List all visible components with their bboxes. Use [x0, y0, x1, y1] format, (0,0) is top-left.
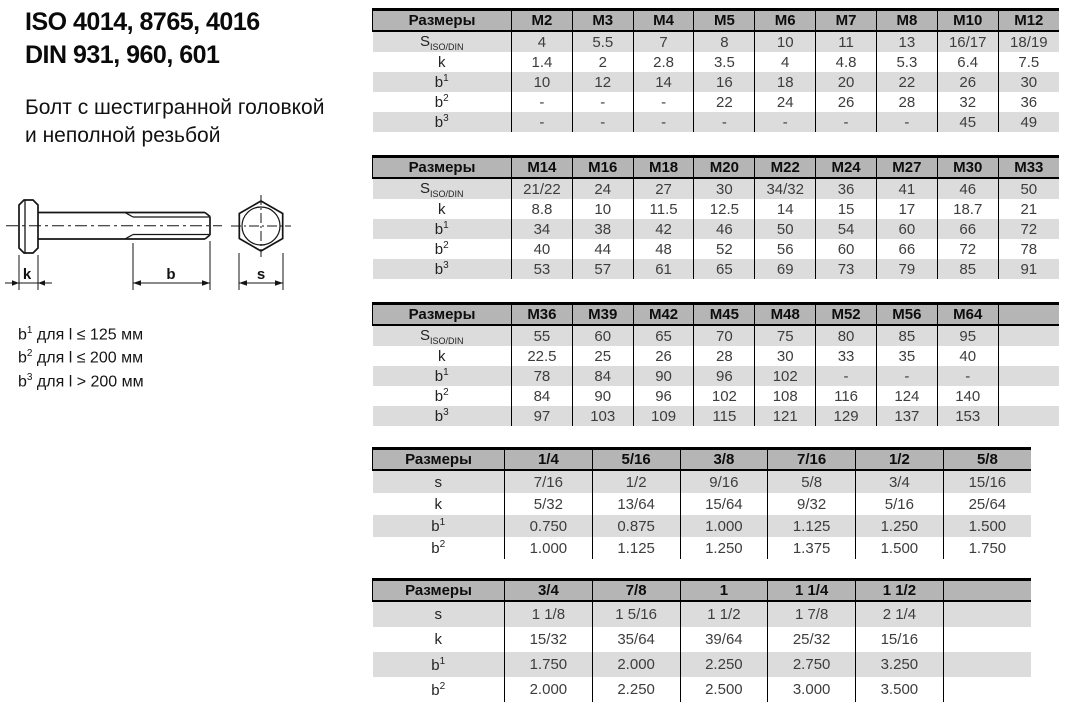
table-cell: 15/16 [943, 470, 1031, 493]
row-label: $b^1$ [373, 72, 512, 92]
table-cell: 24 [755, 92, 816, 112]
size-column-header: 1/2 [856, 449, 944, 471]
table-cell: 7.5 [998, 52, 1059, 72]
table-cell: 91 [998, 259, 1059, 279]
table-cell: 36 [816, 178, 877, 199]
table-cell: 14 [633, 72, 694, 92]
row-label: s [373, 470, 505, 493]
table-cell [943, 677, 1031, 702]
table-cell: 72 [937, 239, 998, 259]
dimensions-table-inch-large [372, 578, 1031, 702]
table-cell: 60 [816, 239, 877, 259]
table-cell: 73 [816, 259, 877, 279]
size-column-header: M56 [876, 304, 937, 326]
table-cell [943, 627, 1031, 652]
table-cell: 60 [572, 325, 633, 346]
table-cell: 12 [572, 72, 633, 92]
table-cell: 53 [512, 259, 573, 279]
table-cell: 44 [572, 239, 633, 259]
size-column-header: M42 [633, 304, 694, 326]
size-column-header: M64 [937, 304, 998, 326]
table-cell: 108 [755, 386, 816, 406]
table-cell: 137 [876, 406, 937, 426]
table-cell: 72 [998, 219, 1059, 239]
table-row [373, 52, 1060, 72]
hex-head-front-view [231, 195, 291, 257]
table-cell: 30 [694, 178, 755, 199]
size-column-header: M45 [694, 304, 755, 326]
table-cell: 1.500 [856, 537, 944, 559]
table-cell: 8 [694, 31, 755, 52]
table-cell: 25 [572, 346, 633, 366]
table-row [373, 112, 1060, 132]
table-cell: 28 [876, 92, 937, 112]
table-cell: 2.8 [633, 52, 694, 72]
table-cell: 28 [694, 346, 755, 366]
size-column-header: M10 [937, 10, 998, 32]
table-cell: 9/16 [680, 470, 768, 493]
table-cell: 27 [633, 178, 694, 199]
table-cell: 2 1/4 [856, 601, 944, 627]
table-cell: - [937, 366, 998, 386]
row-label: k [438, 53, 446, 71]
table-cell: 21 [998, 199, 1059, 219]
table-row [373, 386, 1060, 406]
table-cell: - [572, 92, 633, 112]
table-cell: 5/32 [505, 493, 593, 515]
dimension-label-k: k [22, 266, 32, 283]
table-row [373, 239, 1060, 259]
table-cell: 20 [816, 72, 877, 92]
table-cell: 46 [694, 219, 755, 239]
row-label: $b^2$ [434, 240, 449, 258]
table-cell: 14 [755, 199, 816, 219]
table-cell: - [572, 112, 633, 132]
table-cell: 1.250 [680, 537, 768, 559]
table-cell: 2.000 [505, 677, 593, 702]
table-cell: 1.500 [943, 515, 1031, 537]
table-row [373, 537, 1032, 559]
table-cell: 5.3 [876, 52, 937, 72]
table-cell: 13/64 [592, 493, 680, 515]
table-cell: 2.500 [680, 677, 768, 702]
table-row [373, 178, 1060, 199]
size-column-header: M52 [816, 304, 877, 326]
spec-table [372, 302, 1059, 426]
table-cell: 18 [755, 72, 816, 92]
table-cell: 129 [816, 406, 877, 426]
table-cell: 1 7/8 [768, 601, 856, 627]
table-cell: 52 [694, 239, 755, 259]
table-cell: 102 [694, 386, 755, 406]
table-cell: 2 [572, 52, 633, 72]
table-row [373, 652, 1032, 677]
table-cell: - [816, 112, 877, 132]
row-label: $b^2$ [431, 680, 446, 699]
size-column-header: M7 [816, 10, 877, 32]
size-column-header [943, 580, 1031, 602]
table-cell: 55 [512, 325, 573, 346]
table-cell: 115 [694, 406, 755, 426]
table-cell: 15/16 [856, 627, 944, 652]
table-cell: 16 [694, 72, 755, 92]
table-cell: 18.7 [937, 199, 998, 219]
table-cell: 80 [816, 325, 877, 346]
table-cell: 10 [512, 72, 573, 92]
size-column-header: M2 [512, 10, 573, 32]
row-label: $b^3$ [373, 259, 512, 279]
table-cell: 3.5 [694, 52, 755, 72]
size-column-header: M4 [633, 10, 694, 32]
table-cell: 35/64 [592, 627, 680, 652]
table-cell: 15 [816, 199, 877, 219]
row-label: k [438, 347, 446, 365]
table-cell [998, 406, 1059, 426]
table-cell: 79 [876, 259, 937, 279]
row-header-column-title: Размеры [373, 580, 505, 602]
part-description-line-2: и неполной резьбой [25, 124, 221, 147]
table-cell: 35 [876, 346, 937, 366]
table-cell: 26 [816, 92, 877, 112]
table-cell: 1 1/8 [505, 601, 593, 627]
table-cell: 24 [572, 178, 633, 199]
size-column-header: 7/8 [592, 580, 680, 602]
table-cell: 25/32 [768, 627, 856, 652]
table-cell: - [633, 112, 694, 132]
table-cell [943, 601, 1031, 627]
table-cell: 109 [633, 406, 694, 426]
table-cell: 65 [633, 325, 694, 346]
table-cell: 116 [816, 386, 877, 406]
table-cell: 49 [998, 112, 1059, 132]
table-cell: - [876, 366, 937, 386]
table-cell: 2.000 [592, 652, 680, 677]
table-cell: 50 [755, 219, 816, 239]
size-column-header: 1 [680, 580, 768, 602]
size-column-header: M16 [572, 157, 633, 179]
table-cell: 121 [755, 406, 816, 426]
table-cell: 1 1/2 [680, 601, 768, 627]
table-cell: 56 [755, 239, 816, 259]
table-row [373, 31, 1060, 52]
size-column-header: 1 1/2 [856, 580, 944, 602]
note-line-b1: $b^1$ для l ≤ 125 мм [18, 325, 144, 344]
table-cell: - [512, 92, 573, 112]
table-row [373, 406, 1060, 426]
table-cell: 12.5 [694, 199, 755, 219]
table-cell: 75 [755, 325, 816, 346]
row-label: $b^2$ [434, 387, 449, 405]
table-cell: 84 [572, 366, 633, 386]
size-column-header: M6 [755, 10, 816, 32]
note-line-b3: $b^3$ для l > 200 мм [18, 371, 144, 390]
table-cell: 54 [816, 219, 877, 239]
row-header-column-title: Размеры [373, 304, 512, 326]
row-label: k [434, 631, 442, 648]
spec-table [372, 8, 1059, 132]
size-column-header: M18 [633, 157, 694, 179]
table-cell: 8.8 [512, 199, 573, 219]
size-column-header: M12 [998, 10, 1059, 32]
table-cell: 45 [937, 112, 998, 132]
size-column-header: M24 [816, 157, 877, 179]
row-label: $b^1$ [373, 366, 512, 386]
size-column-header: 3/8 [680, 449, 768, 471]
table-cell: 3.000 [768, 677, 856, 702]
size-column-header: M20 [694, 157, 755, 179]
bolt-technical-drawing [0, 183, 372, 320]
table-cell: 9/32 [768, 493, 856, 515]
row-label: $S_{ISO/DIN}$ [373, 178, 512, 199]
table-cell: 1.125 [768, 515, 856, 537]
table-cell: 85 [876, 325, 937, 346]
table-cell: 3.500 [856, 677, 944, 702]
table-cell: 124 [876, 386, 937, 406]
table-cell: 102 [755, 366, 816, 386]
table-cell: 1.250 [856, 515, 944, 537]
table-cell: 6.4 [937, 52, 998, 72]
table-cell: 78 [998, 239, 1059, 259]
table-cell: 66 [876, 239, 937, 259]
part-description-line-1: Болт с шестигранной головкой [25, 96, 325, 119]
table-cell: 3/4 [856, 470, 944, 493]
size-column-header: M8 [876, 10, 937, 32]
table-cell [943, 652, 1031, 677]
size-column-header: M48 [755, 304, 816, 326]
row-label: s [373, 601, 505, 627]
dimensions-table-m14-m33 [372, 155, 1059, 279]
table-row [373, 366, 1060, 386]
table-cell: - [755, 112, 816, 132]
table-cell: 2.250 [592, 677, 680, 702]
table-cell: 5/16 [856, 493, 944, 515]
table-row [373, 493, 1032, 515]
row-label: $b^3$ [373, 406, 512, 426]
table-cell: 10 [572, 199, 633, 219]
table-cell: 50 [998, 178, 1059, 199]
size-column-header: M14 [512, 157, 573, 179]
table-cell: 18/19 [998, 31, 1059, 52]
row-header-column-title: Размеры [373, 449, 505, 471]
row-header-column-title: Размеры [373, 10, 512, 32]
row-label: $b^3$ [373, 112, 512, 132]
size-column-header: 7/16 [768, 449, 856, 471]
table-row [373, 515, 1032, 537]
table-cell: 33 [816, 346, 877, 366]
size-column-header: 1/4 [505, 449, 593, 471]
din-standards-line: DIN 931, 960, 601 [25, 41, 220, 69]
table-cell: - [876, 112, 937, 132]
iso-standards-line: ISO 4014, 8765, 4016 [25, 8, 260, 36]
table-cell: 34/32 [755, 178, 816, 199]
table-cell: 48 [633, 239, 694, 259]
table-cell: 42 [633, 219, 694, 239]
table-cell: 4 [512, 31, 573, 52]
table-cell: 22.5 [512, 346, 573, 366]
row-label: $b^2$ [434, 93, 449, 111]
table-cell: 39/64 [680, 627, 768, 652]
table-cell: 57 [572, 259, 633, 279]
table-cell: 0.750 [505, 515, 593, 537]
table-row [373, 259, 1060, 279]
table-cell: 7 [633, 31, 694, 52]
table-cell [998, 346, 1059, 366]
table-cell [998, 325, 1059, 346]
row-label: $b^1$ [373, 652, 505, 677]
table-cell: 46 [937, 178, 998, 199]
table-cell: 90 [633, 366, 694, 386]
size-column-header: 3/4 [505, 580, 593, 602]
table-cell: 7/16 [505, 470, 593, 493]
size-column-header: M30 [937, 157, 998, 179]
table-cell: 11.5 [633, 199, 694, 219]
table-row [373, 627, 1032, 652]
table-cell: - [512, 112, 573, 132]
table-cell: 30 [998, 72, 1059, 92]
table-row [373, 72, 1060, 92]
size-column-header: M3 [572, 10, 633, 32]
row-label: $b^2$ [431, 539, 446, 557]
table-cell: 1.750 [943, 537, 1031, 559]
table-cell: 2.250 [680, 652, 768, 677]
table-cell: 140 [937, 386, 998, 406]
row-label: $b^1$ [373, 515, 505, 537]
table-cell: 5.5 [572, 31, 633, 52]
table-cell: 30 [755, 346, 816, 366]
table-cell: 1 5/16 [592, 601, 680, 627]
table-row [373, 199, 1060, 219]
table-row [373, 601, 1032, 627]
table-cell [998, 386, 1059, 406]
table-row [373, 219, 1060, 239]
spec-table [372, 155, 1059, 279]
size-column-header: M33 [998, 157, 1059, 179]
table-cell: 3.250 [856, 652, 944, 677]
table-cell: 4 [755, 52, 816, 72]
table-row [373, 346, 1060, 366]
row-header-column-title: Размеры [373, 157, 512, 179]
dimensions-table-inch-small [372, 447, 1031, 559]
table-cell: 1.375 [768, 537, 856, 559]
table-cell: 21/22 [512, 178, 573, 199]
table-cell: - [694, 112, 755, 132]
table-cell: 26 [937, 72, 998, 92]
table-cell: 1.750 [505, 652, 593, 677]
size-column-header: 5/8 [943, 449, 1031, 471]
note-line-b2: $b^2$ для l ≤ 200 мм [18, 348, 144, 367]
standards-title [25, 6, 260, 72]
dimensions-table-m36-m64 [372, 302, 1059, 426]
table-cell: 22 [694, 92, 755, 112]
spec-table [372, 447, 1031, 559]
part-description [25, 94, 324, 150]
size-column-header: M22 [755, 157, 816, 179]
table-cell: 61 [633, 259, 694, 279]
table-cell: 78 [512, 366, 573, 386]
table-cell: 17 [876, 199, 937, 219]
table-cell: 97 [512, 406, 573, 426]
table-cell: 26 [633, 346, 694, 366]
table-cell: 4.8 [816, 52, 877, 72]
dimension-label-b: b [166, 266, 176, 283]
size-column-header: 5/16 [592, 449, 680, 471]
size-column-header [998, 304, 1059, 326]
table-cell: 96 [633, 386, 694, 406]
table-row [373, 92, 1060, 112]
table-cell: 40 [937, 346, 998, 366]
table-cell: 85 [937, 259, 998, 279]
thread-length-notes [18, 321, 144, 391]
table-row [373, 470, 1032, 493]
table-cell: 36 [998, 92, 1059, 112]
table-cell: - [633, 92, 694, 112]
row-label: k [434, 495, 442, 513]
size-column-header: M36 [512, 304, 573, 326]
table-cell: 1.000 [505, 537, 593, 559]
row-label: k [438, 200, 446, 218]
size-column-header: M5 [694, 10, 755, 32]
size-column-header: 1 1/4 [768, 580, 856, 602]
table-cell: 1/2 [592, 470, 680, 493]
table-row [373, 325, 1060, 346]
table-cell: 13 [876, 31, 937, 52]
table-cell: 84 [512, 386, 573, 406]
table-cell: 11 [816, 31, 877, 52]
table-cell: 95 [937, 325, 998, 346]
table-cell: 1.125 [592, 537, 680, 559]
table-cell: 16/17 [937, 31, 998, 52]
table-cell: 34 [512, 219, 573, 239]
table-cell: 15/32 [505, 627, 593, 652]
table-cell: 32 [937, 92, 998, 112]
bolt-side-view [6, 200, 222, 253]
dimensions-table-m2-m12 [372, 8, 1059, 132]
row-label: $b^1$ [373, 219, 512, 239]
table-cell: 103 [572, 406, 633, 426]
spec-table [372, 578, 1031, 702]
table-cell: 153 [937, 406, 998, 426]
table-cell: 0.875 [592, 515, 680, 537]
table-cell: 15/64 [680, 493, 768, 515]
row-label: $S_{ISO/DIN}$ [373, 31, 512, 52]
table-cell: 66 [937, 219, 998, 239]
table-cell: 90 [572, 386, 633, 406]
table-cell: 65 [694, 259, 755, 279]
table-cell: 22 [876, 72, 937, 92]
table-cell: 96 [694, 366, 755, 386]
table-cell: 41 [876, 178, 937, 199]
table-cell: 60 [876, 219, 937, 239]
table-cell: 10 [755, 31, 816, 52]
table-cell: - [816, 366, 877, 386]
table-cell: 5/8 [768, 470, 856, 493]
table-cell: 38 [572, 219, 633, 239]
table-cell: 40 [512, 239, 573, 259]
row-label: $S_{ISO/DIN}$ [373, 325, 512, 346]
table-row [373, 677, 1032, 702]
table-cell [998, 366, 1059, 386]
dimension-label-s: s [256, 266, 266, 283]
table-cell: 1.000 [680, 515, 768, 537]
size-column-header: M27 [876, 157, 937, 179]
table-cell: 2.750 [768, 652, 856, 677]
table-cell: 70 [694, 325, 755, 346]
size-column-header: M39 [572, 304, 633, 326]
table-cell: 69 [755, 259, 816, 279]
table-cell: 25/64 [943, 493, 1031, 515]
table-cell: 1.4 [512, 52, 573, 72]
